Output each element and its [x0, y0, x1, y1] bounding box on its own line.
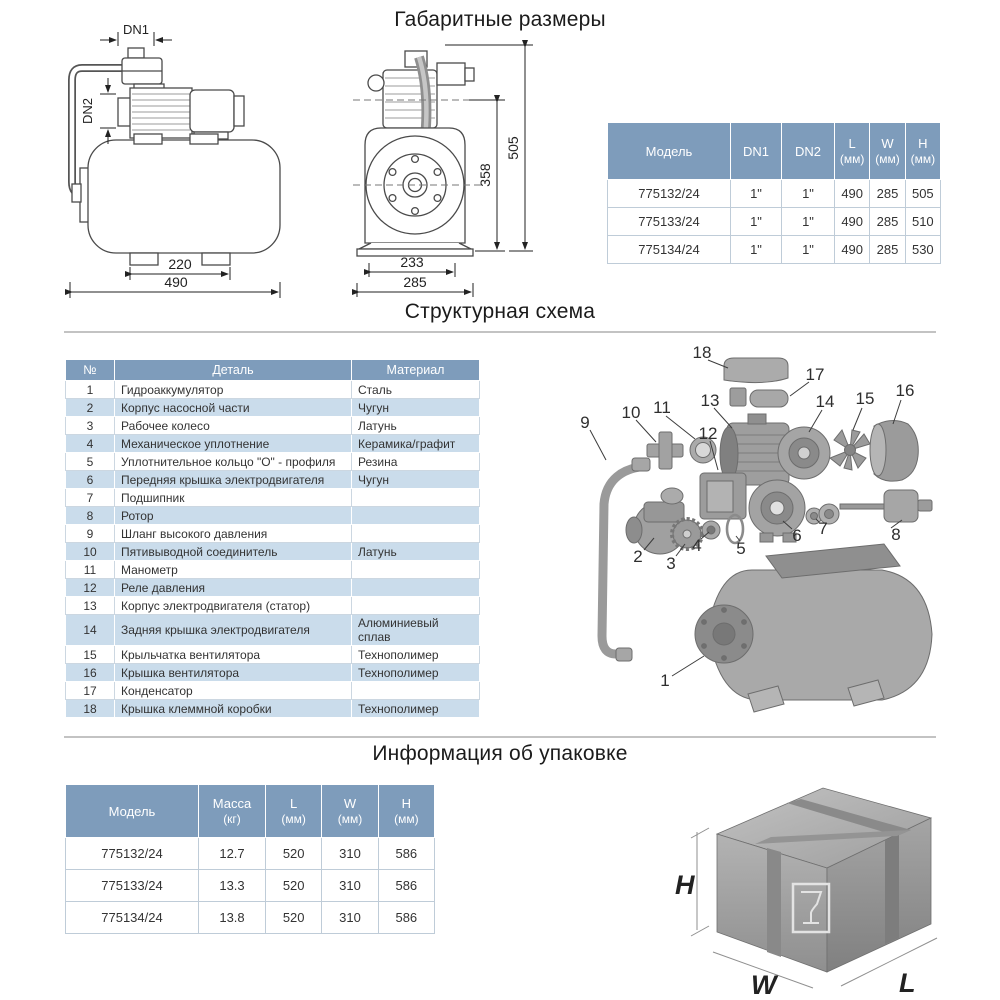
callout-3: 3 [666, 554, 676, 573]
table-cell: Корпус насосной части [115, 399, 352, 417]
table-cell: Крышка вентилятора [115, 664, 352, 682]
table-cell: 1" [782, 236, 835, 264]
dim-285: 285 [403, 274, 427, 290]
table-row [608, 208, 941, 236]
table-row [66, 417, 480, 435]
column-header: DN1 [731, 123, 782, 180]
callout-10: 10 [621, 403, 641, 422]
section-title-structure: Структурная схема [404, 300, 596, 323]
column-header: Деталь [115, 360, 352, 381]
table-cell [352, 597, 480, 615]
header-row [608, 123, 941, 180]
table-cell: 2 [66, 399, 115, 417]
table-row [66, 543, 480, 561]
table-cell: 1" [731, 180, 782, 208]
table-cell: 1" [782, 208, 835, 236]
table-cell: 310 [322, 838, 378, 870]
table-cell: 14 [66, 615, 115, 646]
table-row [66, 870, 435, 902]
package-box-illustration [655, 772, 985, 1000]
callout-14: 14 [815, 392, 835, 411]
table-row [66, 664, 480, 682]
table-cell: 490 [835, 208, 870, 236]
callout-9: 9 [580, 413, 590, 432]
table-cell: 775133/24 [608, 208, 731, 236]
table-cell: Подшипник [115, 489, 352, 507]
table-cell: 285 [870, 180, 905, 208]
table-cell: Технополимер [352, 664, 480, 682]
column-header: Масса (кг) [199, 785, 266, 838]
table-row [608, 236, 941, 264]
column-header: H (мм) [378, 785, 434, 838]
table-cell: Сталь [352, 381, 480, 399]
table-row [66, 838, 435, 870]
table-cell: Чугун [352, 471, 480, 489]
callout-7: 7 [818, 519, 828, 538]
dim-233: 233 [400, 254, 424, 270]
table-cell: Ротор [115, 507, 352, 525]
table-cell: 775134/24 [66, 902, 199, 934]
table-cell: Чугун [352, 399, 480, 417]
table-row [66, 453, 480, 471]
table-cell: 12.7 [199, 838, 266, 870]
table-cell: 586 [378, 870, 434, 902]
callout-8: 8 [891, 525, 901, 544]
column-header: Модель [66, 785, 199, 838]
table-cell: Передняя крышка электродвигателя [115, 471, 352, 489]
column-header: W (мм) [870, 123, 905, 180]
dim-220: 220 [168, 256, 192, 272]
section-divider [64, 331, 936, 333]
callout-13: 13 [700, 391, 720, 410]
packaging-table [65, 784, 435, 934]
table-cell: Крыльчатка вентилятора [115, 646, 352, 664]
table-cell: 7 [66, 489, 115, 507]
table-cell: 18 [66, 700, 115, 718]
table-cell: 586 [378, 902, 434, 934]
table-cell: 530 [905, 236, 940, 264]
table-cell: 1" [731, 208, 782, 236]
table-cell: Алюминиевый сплав [352, 615, 480, 646]
column-header: L (мм) [266, 785, 322, 838]
callout-11: 11 [653, 398, 671, 417]
box-width-label: W [751, 970, 777, 1000]
callout-18: 18 [692, 343, 712, 362]
table-cell: Манометр [115, 561, 352, 579]
table-row [66, 507, 480, 525]
dim-358: 358 [477, 163, 493, 187]
callout-15: 15 [855, 389, 875, 408]
column-header: № [66, 360, 115, 381]
table-cell: 775132/24 [66, 838, 199, 870]
table-cell: 16 [66, 664, 115, 682]
table-cell: 775134/24 [608, 236, 731, 264]
table-row [66, 682, 480, 700]
table-cell [352, 561, 480, 579]
table-cell: 520 [266, 870, 322, 902]
table-cell: 1" [731, 236, 782, 264]
table-cell: 6 [66, 471, 115, 489]
callout-5: 5 [736, 539, 746, 558]
table-cell: 11 [66, 561, 115, 579]
table-cell: 310 [322, 870, 378, 902]
column-header: H (мм) [905, 123, 940, 180]
table-cell: 510 [905, 208, 940, 236]
section-divider [64, 736, 936, 738]
table-cell [352, 525, 480, 543]
packaging-table [65, 784, 435, 934]
table-cell: 490 [835, 236, 870, 264]
table-cell: Гидроаккумулятор [115, 381, 352, 399]
pump-side-view-drawing [30, 22, 315, 312]
table-row [66, 489, 480, 507]
table-cell: 4 [66, 435, 115, 453]
table-row [66, 597, 480, 615]
dn2-label: DN2 [80, 97, 95, 125]
callout-16: 16 [895, 381, 915, 400]
table-cell: Технополимер [352, 646, 480, 664]
callout-17: 17 [805, 365, 825, 384]
table-cell: Резина [352, 453, 480, 471]
table-cell: Технополимер [352, 700, 480, 718]
table-row [66, 399, 480, 417]
table-cell [352, 489, 480, 507]
table-cell: 13.8 [199, 902, 266, 934]
column-header: Модель [608, 123, 731, 180]
callout-6: 6 [792, 526, 802, 545]
table-cell: Шланг высокого давления [115, 525, 352, 543]
box-height-label: H [675, 870, 695, 900]
table-cell: 520 [266, 838, 322, 870]
table-cell: Рабочее колесо [115, 417, 352, 435]
dimensions-table [607, 122, 941, 264]
table-cell: 285 [870, 236, 905, 264]
table-cell: 12 [66, 579, 115, 597]
table-cell: 310 [322, 902, 378, 934]
table-row [66, 525, 480, 543]
column-header: L (мм) [835, 123, 870, 180]
parts-table [65, 359, 480, 718]
exploded-view-diagram [552, 338, 964, 736]
column-header: Материал [352, 360, 480, 381]
table-cell: 285 [870, 208, 905, 236]
table-row [66, 435, 480, 453]
table-cell: Корпус электродвигателя (статор) [115, 597, 352, 615]
table-cell: Конденсатор [115, 682, 352, 700]
table-cell: 520 [266, 902, 322, 934]
header-row [66, 360, 480, 381]
table-cell: 15 [66, 646, 115, 664]
table-row [66, 700, 480, 718]
table-cell: 775133/24 [66, 870, 199, 902]
table-row [66, 902, 435, 934]
box-length-label: L [899, 968, 916, 998]
table-cell: 17 [66, 682, 115, 700]
table-cell: 13.3 [199, 870, 266, 902]
table-cell: 9 [66, 525, 115, 543]
table-cell: Задняя крышка электродвигателя [115, 615, 352, 646]
column-header: W (мм) [322, 785, 378, 838]
table-cell: Механическое уплотнение [115, 435, 352, 453]
callout-1: 1 [660, 671, 670, 690]
table-cell: 13 [66, 597, 115, 615]
table-cell: Реле давления [115, 579, 352, 597]
table-row [66, 579, 480, 597]
table-cell: Латунь [352, 417, 480, 435]
section-title-dimensions: Габаритные размеры [394, 8, 606, 31]
table-row [66, 471, 480, 489]
table-cell: Крышка клеммной коробки [115, 700, 352, 718]
dim-505: 505 [505, 136, 521, 160]
parts-table [65, 359, 480, 718]
table-cell: Латунь [352, 543, 480, 561]
table-row [66, 615, 480, 646]
table-cell [352, 682, 480, 700]
table-cell: 490 [835, 180, 870, 208]
table-cell [352, 507, 480, 525]
table-cell: 775132/24 [608, 180, 731, 208]
dimensions-table [607, 122, 941, 264]
table-cell [352, 579, 480, 597]
pump-front-view-drawing [325, 35, 580, 313]
table-cell: 5 [66, 453, 115, 471]
table-cell: 1 [66, 381, 115, 399]
table-cell: Керамика/графит [352, 435, 480, 453]
table-cell: 505 [905, 180, 940, 208]
table-row [66, 381, 480, 399]
callout-2: 2 [633, 547, 643, 566]
section-title-packaging: Информация об упаковке [372, 742, 628, 765]
table-row [66, 561, 480, 579]
table-cell: 3 [66, 417, 115, 435]
table-row [66, 646, 480, 664]
table-cell: 586 [378, 838, 434, 870]
table-cell: Уплотнительное кольцо "О" - профиля [115, 453, 352, 471]
table-cell: 10 [66, 543, 115, 561]
dn1-label: DN1 [122, 22, 150, 37]
callout-4: 4 [692, 536, 702, 555]
table-row [608, 180, 941, 208]
dim-490: 490 [164, 274, 188, 290]
table-cell: 8 [66, 507, 115, 525]
callout-12: 12 [698, 424, 718, 443]
table-cell: Пятивыводной соединитель [115, 543, 352, 561]
header-row [66, 785, 435, 838]
column-header: DN2 [782, 123, 835, 180]
table-cell: 1" [782, 180, 835, 208]
